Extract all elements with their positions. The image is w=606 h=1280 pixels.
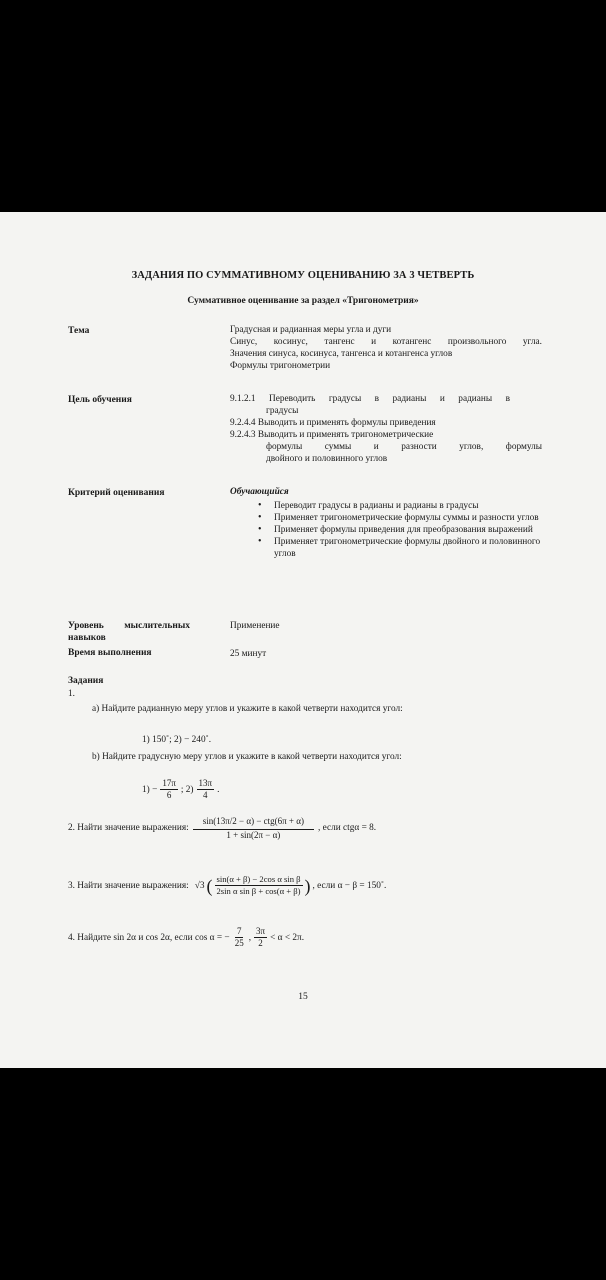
criteria-item: • Применяет тригонометрические формулы двойного и половинного углов — [258, 536, 542, 560]
fraction: $\frac{13\pi}{4}$ — [198, 778, 213, 800]
topic-line: Градусная и радианная меры угла и дуги — [230, 325, 392, 335]
topic-line: Формулы тригонометрии — [230, 361, 331, 371]
task-1-number: 1. — [68, 689, 75, 699]
page-title: ЗАДАНИЯ ПО СУММАТИВНОМУ ОЦЕНИВАНИЮ ЗА 3 ЧЕТВЕРТЬ — [131, 270, 475, 281]
criteria-label: Критерий оценивания — [68, 488, 165, 498]
task-4: 4. Найдите sin 2α и cos 2α, если cos α = − $\frac{7}{25}$ , $\frac{3\pi}{2}$ < α < 2π. — [68, 926, 305, 948]
task-1a: а) Найдите радианную меру углов и укажите в какой четверти находится угол: — [92, 704, 403, 714]
task-3: 3. Найти значение выражения: √3 ( $\frac{\text{sin(α + β) − 2cos α sin β}}{\text{2sin α sin β + cos(α + β)}}$ ) , если α − β = 150˚. — [68, 874, 387, 896]
criteria-list — [258, 500, 542, 560]
criteria-item: • Применяет формулы приведения для преобразования выражений — [258, 524, 542, 536]
page-number: 15 — [298, 992, 308, 1002]
goal-line: градусы — [266, 406, 299, 416]
page-subtitle: Суммативное оценивание за раздел «Тригонометрия» — [187, 296, 419, 306]
level-value: Применение — [230, 621, 280, 631]
level-label-2: навыков — [68, 633, 106, 643]
task-1b: b) Найдите градусную меру углов и укажите в какой четверти находится угол: — [92, 752, 402, 762]
criteria-heading: Обучающийся — [230, 487, 289, 497]
fraction: $\frac{17\pi}{6}$ — [162, 778, 176, 800]
time-label: Время выполнения — [68, 648, 152, 658]
criteria-item: • Переводит градусы в радианы и радианы в градусы — [258, 500, 542, 512]
goal-line: формулы суммы и разности углов, формулы — [266, 442, 542, 452]
task-3-fraction: $\frac{\text{sin(α + β) − 2cos α sin β}}{\text{2sin α sin β + cos(α + β)}}$ — [216, 874, 301, 896]
document-page — [0, 212, 606, 1068]
goal-label: Цель обучения — [68, 395, 132, 405]
goal-line: 9.2.4.3 Выводить и применять тригонометрические — [230, 430, 434, 440]
goal-line: двойного и половинного углов — [266, 454, 388, 464]
task-2: 2. Найти значение выражения: $\frac{\text{sin(13π/2 − α) − ctg(6π + α)}}{1 + \sin(2\pi - \alpha)}$ , если ctgα = 8. — [68, 816, 377, 840]
task-1a-values: 1) 150˚; 2) − 240˚. — [142, 735, 212, 745]
topic-line: Синус, косинус, тангенс и котангенс произвольного угла. — [230, 337, 542, 347]
level-label: Уровень мыслительных — [68, 621, 190, 631]
goal-line: 9.1.2.1 Переводить градусы в радианы и радианы в — [230, 394, 510, 404]
task-2-fraction: $\frac{\text{sin(13π/2 − α) − ctg(6π + α)}}{1 + \sin(2\pi - \alpha)}$ — [193, 814, 314, 841]
topic-content — [230, 324, 542, 372]
topic-line: Значения синуса, косинуса, тангенса и котангенса углов — [230, 349, 453, 359]
fraction: $\frac{7}{25}$ — [234, 926, 244, 948]
time-value: 25 минут — [230, 649, 267, 659]
fraction: $\frac{3\pi}{2}$ — [256, 926, 266, 948]
tasks-heading: Задания — [68, 676, 104, 686]
goal-content — [230, 393, 542, 465]
goal-line: 9.2.4.4 Выводить и применять формулы приведения — [230, 418, 436, 428]
criteria-item: • Применяет тригонометрические формулы суммы и разности углов — [258, 512, 542, 524]
task-1b-values: 1) − $\frac{17\pi}{6}$ ; 2) $\frac{13\pi}{4}$ . — [142, 778, 220, 800]
topic-label: Тема — [68, 326, 90, 336]
